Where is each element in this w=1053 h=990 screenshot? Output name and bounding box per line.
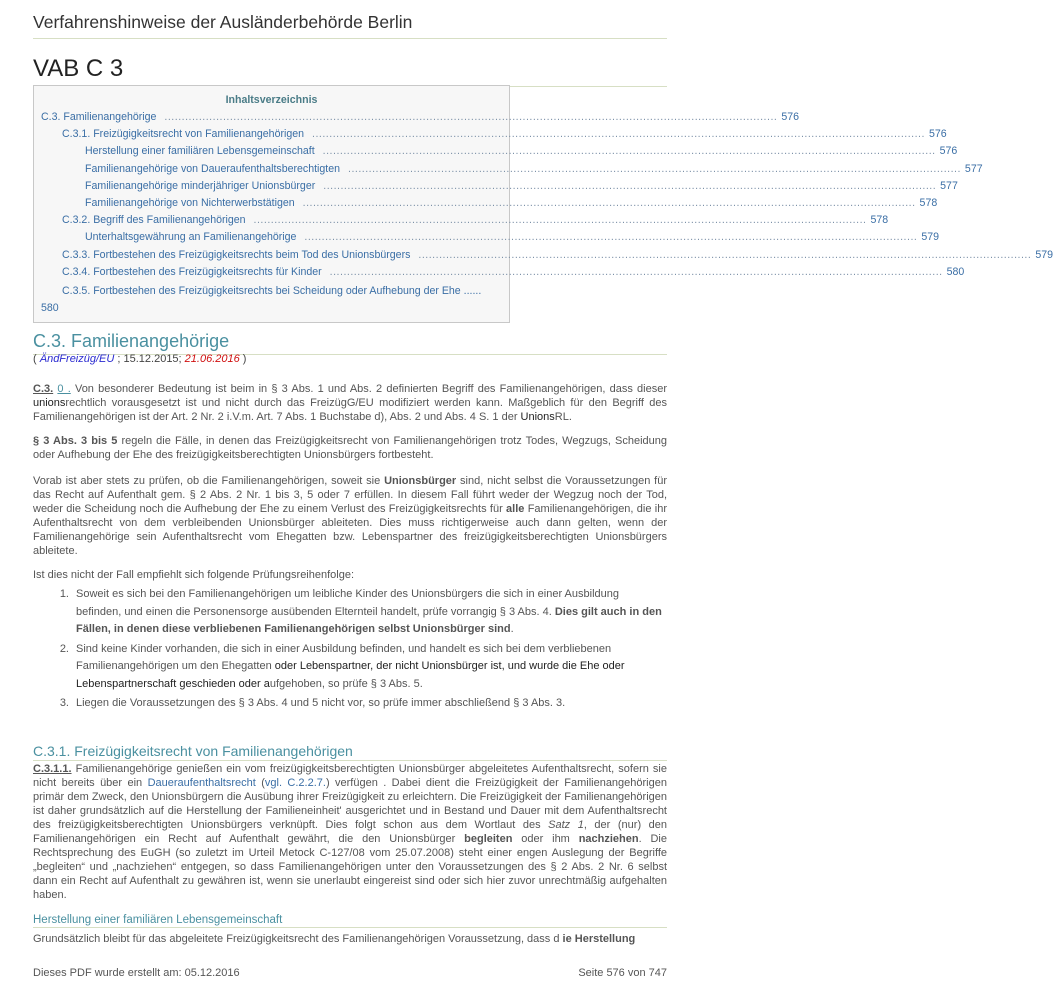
page-number: Seite 576 von 747 [578,967,667,979]
toc-entry[interactable]: C.3.4. Fortbestehen des Freizügigkeitsrechts für Kinder .................................................................................................................................................................................. 580 [62,265,965,278]
toc-entry[interactable]: C.3.1. Freizügigkeitsrecht von Familienangehörigen .................................................................................................................................................................................. 576 [62,128,947,141]
paragraph: Grundsätzlich bleibt für das abgeleitete Freizügigkeitsrecht des Familienangehörigen Voraussetzung, dass d ie Herstellung [33,933,636,945]
ordered-list [33,586,667,715]
page-footer [33,967,667,979]
toc-entry[interactable]: Unterhaltsgewährung an Familienangehörige .................................................................................................................................................................................. 579 [85,231,940,244]
subsubsection-title: Herstellung einer familiären Lebensgemeinschaft [33,914,667,928]
created-date: Dieses PDF wurde erstellt am: 05.12.2016 [33,967,240,979]
daueraufenthalt-link[interactable]: Daueraufenthaltsrecht [147,777,256,789]
paragraph: Ist dies nicht der Fall empfiehlt sich folgende Prüfungsreihenfolge: [33,569,355,581]
list-item: 3. Liegen die Voraussetzungen des § 3 Abs. 4 und 5 nicht vor, so prüfe immer abschließend § 3 Abs. 3. [59,697,566,709]
toc-entry[interactable]: Herstellung einer familiären Lebensgemeinschaft .................................................................................................................................................................................. 576 [85,145,958,158]
toc-entry[interactable]: Familienangehörige minderjähriger Unionsbürger .................................................................................................................................................................................. 577 [85,179,958,192]
toc-entry[interactable]: C.3.5. Fortbestehen des Freizügigkeitsrechts bei Scheidung oder Aufhebung der Ehe ...... 580 [41,284,482,314]
list-item: 2. Sind keine Kinder vorhanden, die sich in einer Ausbildung befinden, und handelt es sich bei dem verbliebenen Familienangehörigen um den Ehegatten oder Lebenspartner, der nicht Unionsbürger ist, und wurde die Ehe oder Lebenspartnerschaft geschieden oder aufgehoben, so prüfe § 3 Abs. 5. [59,642,625,690]
doc-code-title: VAB C 3 [33,55,667,87]
paragraph: § 3 Abs. 3 bis 5 regeln die Fälle, in denen das Freizügigkeitsrecht von Familienangehörigen trotz Todes, Wegzugs, Scheidung oder Aufhebung der Ehe des freizügigkeitsberechtigten Unionsbürgers fortbesteht. [33,435,667,461]
list-item: 1. Soweit es sich bei den Familienangehörigen um leibliche Kinder des Unionsbürgers die sich in einer Ausbildung befinden, und einen die Personensorge ausübenden Elternteil handelt, prüfe vorrangig § 3 Abs. 4. Dies gilt auch in den Fällen, in denen diese verbliebenen Familienangehörigen selbst Unionsbürger sind. [59,588,662,635]
cross-reference-link[interactable]: vgl. C.2.2.7. [264,777,326,789]
paragraph: C.3. 0 . Von besonderer Bedeutung ist beim in § 3 Abs. 1 und Abs. 2 definierten Begriff des Familienangehörigen, dass dieser unionsrechtlich vorausgesetzt ist und nicht durch das FreizügG/EU modifiziert werden kann. Maßgeblich für den Begriff des Familienangehörigen ist der Art. 2 Nr. 2 i.V.m. Art. 7 Abs. 1 Buchstabe d), Abs. 2 und Abs. 4 S. 1 der UnionsRL. [33,383,667,423]
table-of-contents [33,85,1053,323]
toc-entry[interactable]: C.3.2. Begriff des Familienangehörigen .................................................................................................................................................................................. 578 [62,214,889,227]
toc-title: Inhaltsverzeichnis [225,94,318,106]
toc-entry[interactable]: C.3.3. Fortbestehen des Freizügigkeitsrechts beim Tod des Unionsbürgers .................................................................................................................................................................................. 579 [62,248,1053,261]
paragraph: Vorab ist aber stets zu prüfen, ob die Familienangehörigen, soweit sie Unionsbürger sind, nicht selbst die Voraussetzungen für das Recht auf Aufenthalt gem. § 2 Abs. 2 Nr. 1 bis 3, 5 oder 7 erfüllen. In diesem Fall führt weder der Wegzug noch der Tod, weder die Scheidung noch die Aufhebung der Ehe zu einem Verlust des Freizügigkeitsrechts für alle Familienangehörigen, die ihr Aufenthaltsrecht von dem verbleibenden Unionsbürger ableiteten. Dies muss richtigerweise auch dann gelten, wenn der Familienangehörige sein Aufenthaltsrecht vom Ehegatten bzw. Lebenspartner des freizügigkeitsberechtigten Unionsbürgers ableitete. [33,475,667,557]
section-title: C.3. Familienangehörige [33,331,667,355]
toc-entry[interactable]: Familienangehörige von Daueraufenthaltsberechtigten .................................................................................................................................................................................. 577 [85,162,983,175]
toc-entry[interactable]: C.3. Familienangehörige .................................................................................................................................................................................. 576 [41,111,800,123]
amendment-date: 21.06.2016 [184,353,240,365]
paragraph: C.3.1.1. Familienangehörige genießen ein vom freizügigkeitsberechtigten Unionsbürger abgeleitetes Aufenthaltsrecht, sofern sie nicht bereits über ein Daueraufenthaltsrecht (vgl. C.2.2.7.) verfügen . Dabei dient die Freizügigkeit der Familienangehörigen primär dem Zweck, den Unionsbürgern die Ausübung ihrer Freizügigkeit zu erleichtern. Die Freizügigkeit der Familienangehörigen ist daher grundsätzlich auf die Herstellung der Familieneinheit' ausgerichtet und in Bestand und Dauer mit dem Aufenthaltsrecht des freizügigkeitsberechtigten Unionsbürgers verknüpft. Dies folgt schon aus dem Wortlaut des Satz 1, der (nur) den Familienangehörigen ein Recht auf Aufenthalt gewährt, die den Unionsbürger begleiten oder ihm nachziehen. Die Rechtsprechung des EuGH (so zuletzt im Urteil Metock C-127/08 vom 25.07.2008) steht einer engen Auslegung der Begriffe „begleiten“ und „nachziehen“ entgegen, so dass Familienangehörigen unter den Voraussetzungen des § 2 Abs. 2 Nr. 6 selbst dann ein Recht auf Aufenthalt zu gewähren ist, wenn sie unerlaubt eingereist sind oder sich hier zuvor unrechtmäßig aufgehalten haben. [33,763,668,901]
document-header: Verfahrenshinweise der Ausländerbehörde Berlin [33,12,667,39]
amendment-link[interactable]: ÄndFreizüg/EU [39,353,115,365]
amendment-info: ( ÄndFreizüg/EU ; 15.12.2015; 21.06.2016 ) [33,353,247,365]
subsection-title: C.3.1. Freizügigkeitsrecht von Familienangehörigen [33,743,667,761]
toc-entry[interactable]: Familienangehörige von Nichterwerbstätigen .................................................................................................................................................................................. 578 [85,196,938,209]
